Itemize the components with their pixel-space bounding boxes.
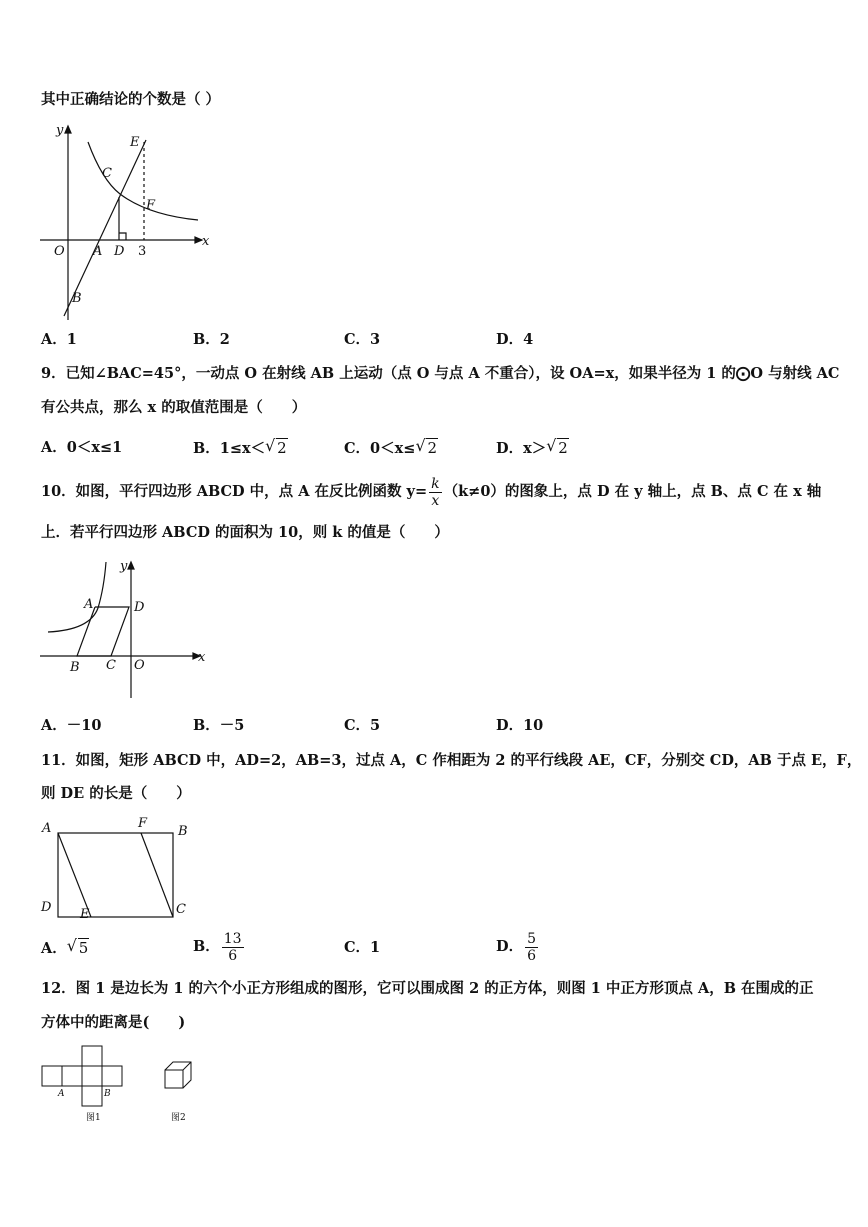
- q12-figure: [38, 1040, 238, 1130]
- q11-option-a-radicand: 5: [78, 939, 89, 957]
- q12-label-B: B: [104, 1089, 111, 1099]
- q9-option-b: [193, 436, 288, 458]
- q8-label-E: E: [130, 135, 140, 150]
- q9-option-c-radicand: 2: [427, 439, 437, 457]
- q12-line2: 方体中的距离是( ): [41, 1014, 186, 1031]
- q10-frac-num: k: [431, 475, 440, 492]
- q10-line1: [41, 474, 821, 510]
- q9-option-a: A．0＜x≤1: [41, 439, 123, 456]
- q11-line1: 11．如图，矩形 ABCD 中，AD=2，AB=3，过点 A，C 作相距为 2 的平行线段 AE，CF，分别交 CD，AB 于点 E，F，: [41, 752, 862, 769]
- q9-option-c-prefix: C．0＜x≤: [344, 440, 416, 457]
- q8-label-C: C: [102, 166, 112, 181]
- q11-label-C: C: [176, 902, 186, 917]
- q12-label-fig2: 图2: [171, 1113, 186, 1123]
- q8-option-b: B．2: [193, 331, 230, 348]
- q8-label-D: D: [114, 244, 125, 259]
- q12-label-A: A: [58, 1089, 65, 1099]
- q8-option-a: A．1: [41, 331, 77, 348]
- q10-label-D: D: [134, 600, 145, 615]
- q11-label-A: A: [42, 821, 52, 836]
- q11-option-a: [41, 936, 89, 958]
- q8-label-A: A: [93, 244, 103, 259]
- q8-label-O: O: [54, 244, 65, 259]
- q12-label-fig1: 图1: [86, 1113, 101, 1123]
- q10-option-a: A．－10: [41, 717, 102, 734]
- q10-label-C: C: [106, 658, 116, 673]
- q11-option-d-num: 5: [527, 930, 536, 947]
- q8-label-x: x: [202, 234, 210, 249]
- q11-label-F: F: [138, 816, 148, 831]
- q10-line2: 上．若平行四边形 ABCD 的面积为 10，则 k 的值是（ ）: [41, 524, 449, 541]
- q10-figure: [38, 558, 218, 688]
- q11-option-a-prefix: A．: [41, 940, 67, 957]
- q9-option-b-sqrt: √ 2: [265, 436, 287, 457]
- q9-option-d: [496, 436, 569, 458]
- q11-option-d-den: 6: [527, 947, 536, 964]
- q11-label-B: B: [178, 824, 188, 839]
- q9-option-b-radicand: 2: [277, 439, 287, 457]
- q9-line2: 有公共点，那么 x 的取值范围是（ ）: [41, 399, 307, 416]
- q10-label-B: B: [70, 660, 80, 675]
- q10-line1-suffix: （k≠0）的图象上，点 D 在 y 轴上，点 B、点 C 在 x 轴: [443, 483, 822, 500]
- q8-label-B: B: [72, 291, 82, 306]
- q12-line1: 12．图 1 是边长为 1 的六个小正方形组成的图形，它可以围成图 2 的正方体，则图 1 中正方形顶点 A，B 在围成的正: [41, 980, 814, 997]
- q9-option-c-sqrt: √ 2: [415, 436, 437, 457]
- q10-frac-den: x: [431, 492, 440, 509]
- q9-option-b-prefix: B．1≤x＜: [193, 440, 266, 457]
- q11-option-d-fraction: [525, 931, 538, 964]
- q9-option-d-radicand: 2: [558, 439, 568, 457]
- q11-label-E: E: [80, 907, 90, 922]
- q10-label-A: A: [84, 597, 94, 612]
- q9-option-d-prefix: D．x＞: [496, 440, 547, 457]
- q11-option-b-prefix: B．: [193, 938, 220, 955]
- q10-label-y: y: [120, 559, 128, 574]
- q8-label-3: 3: [138, 244, 147, 259]
- q8-figure: [36, 120, 236, 330]
- q11-option-d-prefix: D．: [496, 938, 524, 955]
- q8-label-F: F: [146, 198, 156, 213]
- q11-option-c: C．1: [344, 939, 381, 956]
- q11-figure: [38, 815, 198, 925]
- q11-option-d: [496, 928, 540, 966]
- q10-label-x: x: [198, 650, 206, 665]
- q10-option-c: C．5: [344, 717, 381, 734]
- q11-label-D: D: [41, 900, 52, 915]
- q10-option-d: D．10: [496, 717, 544, 734]
- q9-line1: 9．已知∠BAC=45°，一动点 O 在射线 AB 上运动（点 O 与点 A 不重合），设 OA=x，如果半径为 1 的⨀O 与射线 AC: [41, 365, 840, 382]
- q9-option-d-sqrt: √ 2: [546, 436, 568, 457]
- q8-option-c: C．3: [344, 331, 381, 348]
- q8-label-y: y: [56, 123, 64, 138]
- q10-line1-prefix: 10．如图，平行四边形 ABCD 中，点 A 在反比例函数 y=: [41, 483, 428, 500]
- q10-option-b: B．－5: [193, 717, 245, 734]
- q8-stem: 其中正确结论的个数是（ ）: [41, 91, 221, 108]
- q10-fraction: [429, 476, 441, 509]
- q9-option-c: [344, 436, 438, 458]
- q11-option-b: [193, 928, 246, 966]
- q10-label-O: O: [134, 658, 145, 673]
- q11-option-b-num: 13: [223, 930, 242, 947]
- q8-option-d: D．4: [496, 331, 534, 348]
- q11-line2: 则 DE 的长是（ ）: [41, 785, 191, 802]
- q11-option-b-fraction: [222, 931, 244, 964]
- q11-option-a-sqrt: √ 5: [66, 936, 89, 957]
- q11-option-b-den: 6: [228, 947, 238, 964]
